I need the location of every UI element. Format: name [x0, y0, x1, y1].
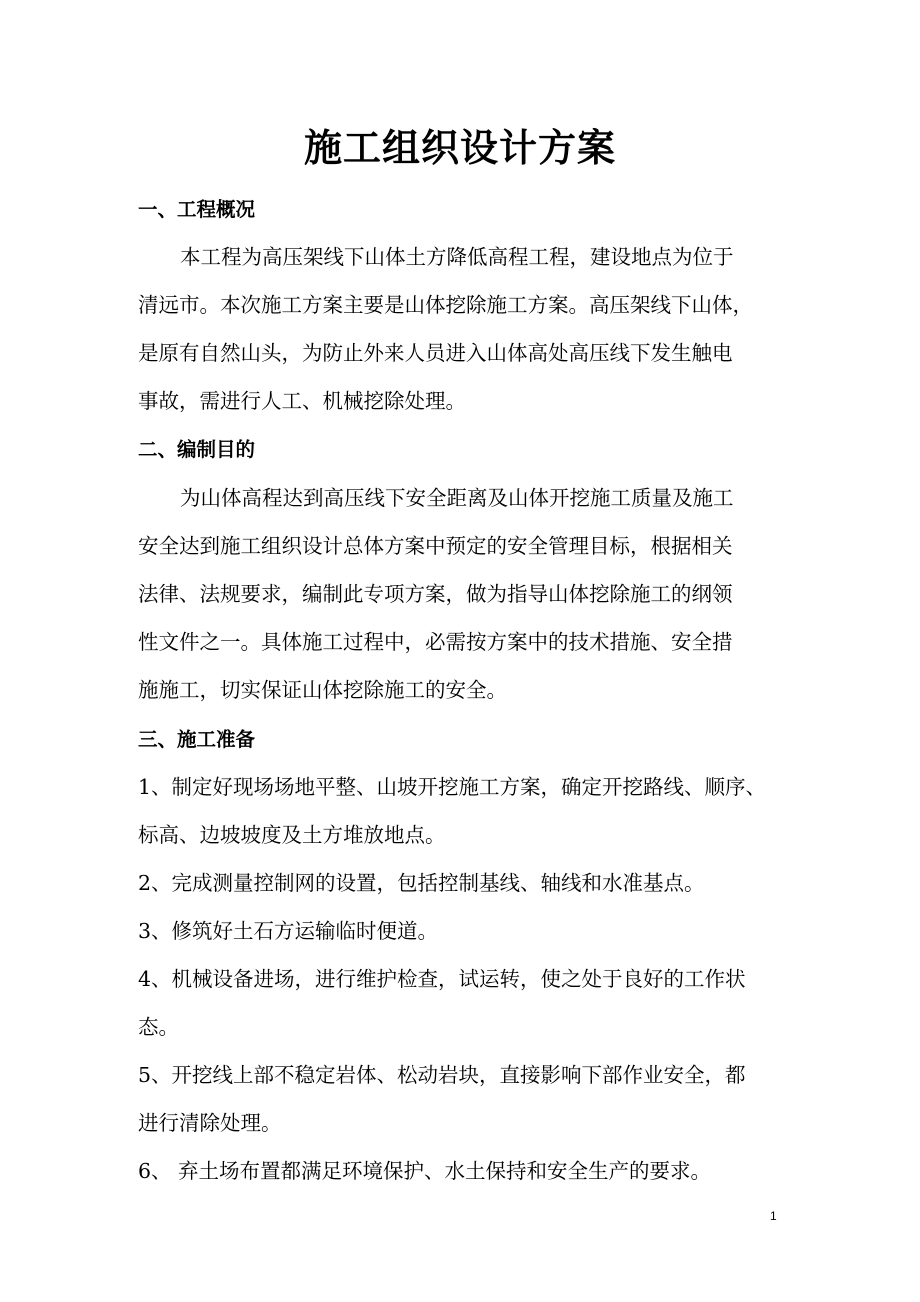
list-item-line: 标高、边坡坡度及土方堆放地点。: [138, 823, 446, 847]
paragraph-line: 清远市。本次施工方案主要是山体挖除施工方案。高压架线下山体，: [138, 293, 753, 317]
document-title: 施工组织设计方案: [303, 125, 616, 170]
page-number: 1: [770, 1209, 777, 1223]
paragraph-line: 安全达到施工组织设计总体方案中预定的安全管理目标，根据相关: [138, 534, 733, 558]
list-item-line: 6、 弃土场布置都满足环境保护、水土保持和安全生产的要求。: [138, 1159, 712, 1183]
list-item-line: 态。: [138, 1015, 179, 1039]
paragraph-line: 性文件之一。具体施工过程中，必需按方案中的技术措施、安全措: [138, 630, 733, 654]
paragraph-line: 事故，需进行人工、机械挖除处理。: [138, 389, 466, 413]
list-item-line: 2、完成测量控制网的设置，包括控制基线、轴线和水准基点。: [138, 871, 705, 895]
paragraph-line: 是原有自然山头，为防止外来人员进入山体高处高压线下发生触电: [138, 341, 733, 365]
list-item-line: 4、机械设备进场，进行维护检查，试运转，使之处于良好的工作状: [138, 967, 746, 991]
section-heading-purpose: 二、编制目的: [138, 438, 256, 461]
section-heading-preparation: 三、施工准备: [138, 728, 256, 751]
section-heading-overview: 一、工程概况: [138, 198, 256, 221]
list-item-line: 5、开挖线上部不稳定岩体、松动岩块，直接影响下部作业安全，都: [138, 1063, 746, 1087]
list-item-line: 进行清除处理。: [138, 1111, 282, 1135]
paragraph-line: 法律、法规要求，编制此专项方案，做为指导山体挖除施工的纲领: [138, 582, 733, 606]
list-item-line: 3、修筑好土石方运输临时便道。: [138, 919, 439, 943]
paragraph-line: 本工程为高压架线下山体土方降低高程工程，建设地点为位于: [180, 245, 734, 269]
paragraph-line: 为山体高程达到高压线下安全距离及山体开挖施工质量及施工: [180, 486, 734, 510]
list-item-line: 1、制定好现场场地平整、山坡开挖施工方案，确定开挖路线、顺序、: [138, 775, 767, 799]
paragraph-line: 施施工，切实保证山体挖除施工的安全。: [138, 678, 507, 702]
